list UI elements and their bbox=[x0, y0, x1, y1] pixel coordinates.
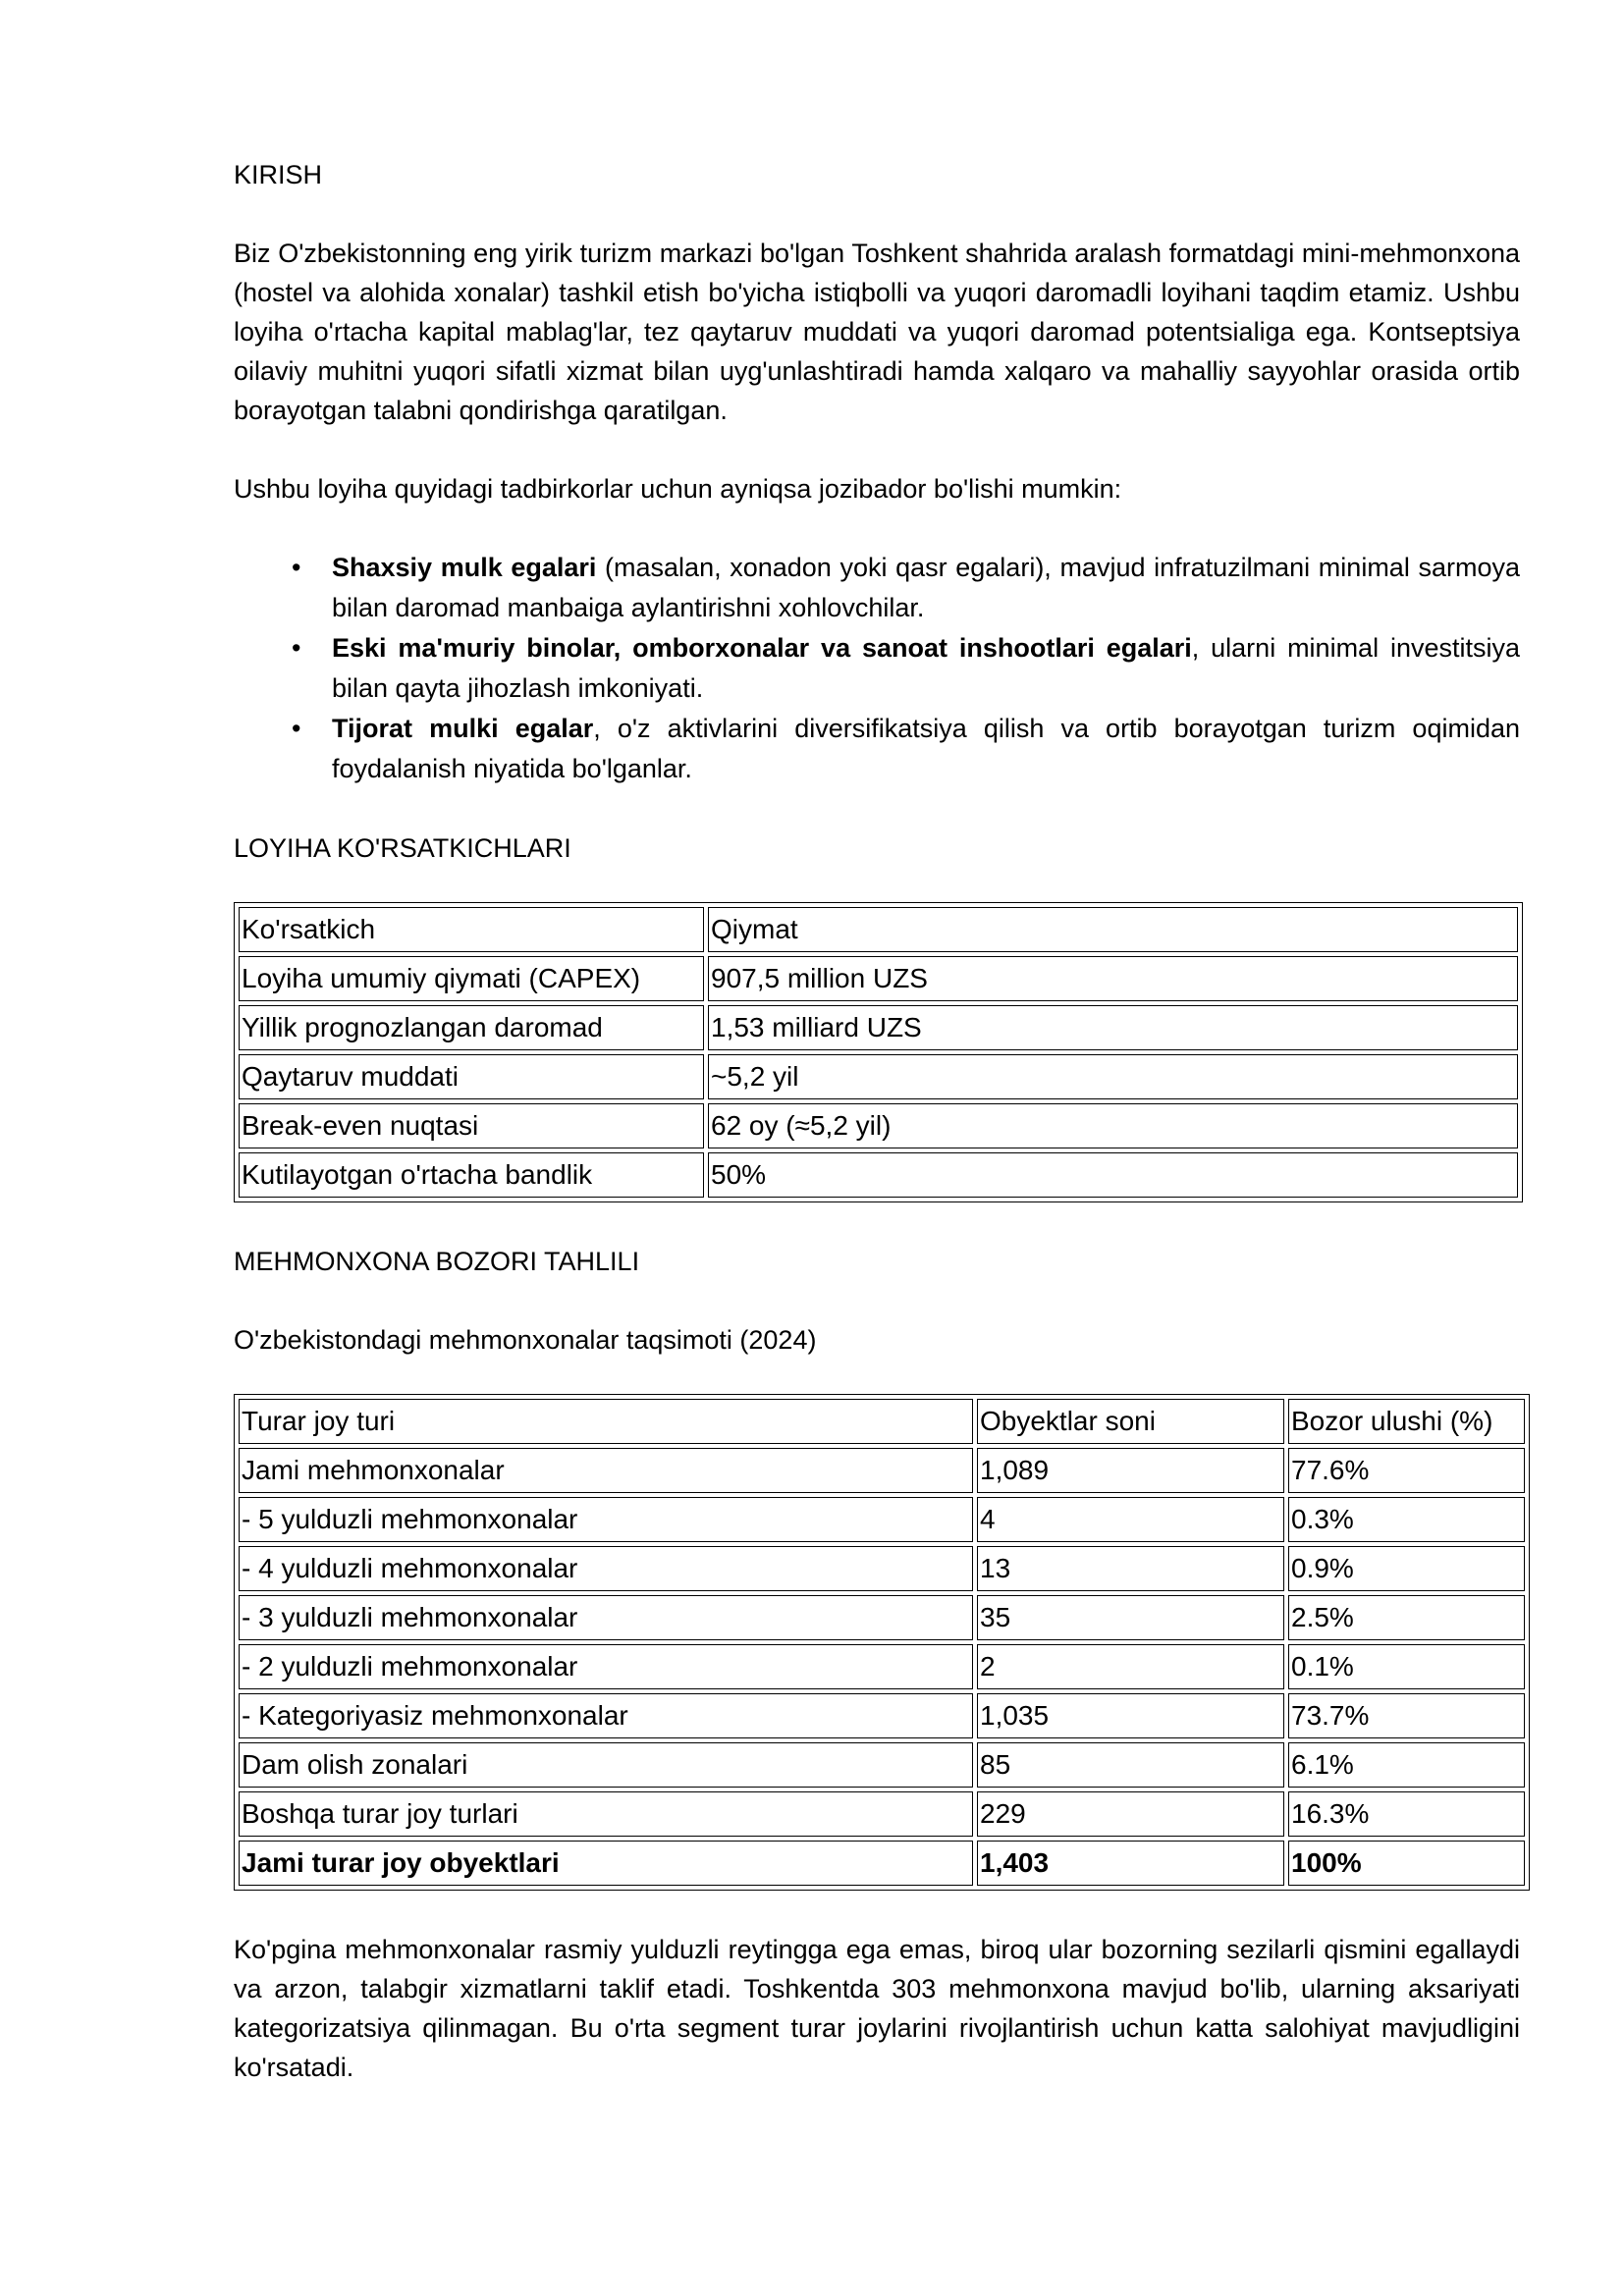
table-cell: 1,035 bbox=[977, 1693, 1284, 1738]
table-cell: 13 bbox=[977, 1546, 1284, 1591]
table-row bbox=[239, 1742, 1525, 1788]
table-cell: Dam olish zonalari bbox=[239, 1742, 973, 1788]
table-cell: 2.5% bbox=[1288, 1595, 1525, 1640]
bullet-icon: • bbox=[292, 553, 301, 582]
table-cell: 229 bbox=[977, 1791, 1284, 1837]
table-cell: - Kategoriyasiz mehmonxonalar bbox=[239, 1693, 973, 1738]
table-cell: 100% bbox=[1288, 1841, 1525, 1886]
table-cell: - 4 yulduzli mehmonxonalar bbox=[239, 1546, 973, 1591]
table-row bbox=[239, 956, 1518, 1001]
bullet-icon: • bbox=[292, 633, 301, 663]
section-heading-intro: KIRISH bbox=[234, 160, 323, 189]
table-total-row bbox=[239, 1841, 1525, 1886]
document-page bbox=[234, 155, 1520, 2087]
column-header: Qiymat bbox=[708, 907, 1518, 952]
table-header-row bbox=[239, 1399, 1525, 1444]
list-item-text: (masalan, xonadon yoki qasr egalari), mavjud infratuzilmani minimal sarmoya bilan daromad manbaiga aylantirishni xohlovchilar. bbox=[332, 553, 1520, 622]
section-heading-market: MEHMONXONA BOZORI TAHLILI bbox=[234, 1247, 640, 1276]
table-cell: 35 bbox=[977, 1595, 1284, 1640]
table-cell: 0.1% bbox=[1288, 1644, 1525, 1689]
table-cell: Jami turar joy obyektlari bbox=[239, 1841, 973, 1886]
table-row bbox=[239, 1152, 1518, 1198]
table-cell: - 2 yulduzli mehmonxonalar bbox=[239, 1644, 973, 1689]
list-item-bold: Tijorat mulki egalar bbox=[332, 714, 594, 743]
table-cell: - 3 yulduzli mehmonxonalar bbox=[239, 1595, 973, 1640]
table-row bbox=[239, 1693, 1525, 1738]
list-item bbox=[234, 548, 1520, 628]
closing-paragraph: Ko'pgina mehmonxonalar rasmiy yulduzli reytingga ega emas, biroq ular bozorning sezilarli qismini egallaydi va arzon, talabgir xizmatlarni taklif etadi. Toshkentda 303 mehmonxona mavjud bo'lib, ularning aksariyati kategorizatsiya qilinmagan. Bu o'rta segment turar joylarini rivojlantirish uchun katta salohiyat mavjudligini ko'rsatadi. bbox=[234, 1935, 1520, 2082]
table-cell: 1,53 milliard UZS bbox=[708, 1005, 1518, 1050]
list-item-text: , o'z aktivlarini diversifikatsiya qilish va ortib borayotgan turizm oqimidan foydalanish niyatida bo'lganlar. bbox=[332, 714, 1520, 783]
bullet-icon: • bbox=[292, 714, 301, 743]
table-row bbox=[239, 1497, 1525, 1542]
table-row bbox=[239, 1054, 1518, 1099]
column-header: Bozor ulushi (%) bbox=[1288, 1399, 1525, 1444]
table-header-row bbox=[239, 907, 1518, 952]
market-table bbox=[234, 1394, 1530, 1891]
table-cell: 1,089 bbox=[977, 1448, 1284, 1493]
list-item bbox=[234, 628, 1520, 709]
table-caption: O'zbekistondagi mehmonxonalar taqsimoti (2024) bbox=[234, 1325, 817, 1355]
table-cell: 85 bbox=[977, 1742, 1284, 1788]
table-cell: Boshqa turar joy turlari bbox=[239, 1791, 973, 1837]
table-row bbox=[239, 1103, 1518, 1148]
intro-lead: Ushbu loyiha quyidagi tadbirkorlar uchun ayniqsa jozibador bo'lishi mumkin: bbox=[234, 474, 1122, 504]
table-row bbox=[239, 1644, 1525, 1689]
table-cell: Break-even nuqtasi bbox=[239, 1103, 704, 1148]
column-header: Obyektlar soni bbox=[977, 1399, 1284, 1444]
table-cell: 73.7% bbox=[1288, 1693, 1525, 1738]
table-cell: 50% bbox=[708, 1152, 1518, 1198]
table-row bbox=[239, 1005, 1518, 1050]
intro-paragraph: Biz O'zbekistonning eng yirik turizm markazi bo'lgan Toshkent shahrida aralash formatdagi mini-mehmonxona (hostel va alohida xonalar) tashkil etish bo'yicha istiqbolli va yuqori daromadli loyihani taqdim etamiz. Ushbu loyiha o'rtacha kapital mablag'lar, tez qaytaruv muddati va yuqori daromad potentsialiga ega. Kontseptsiya oilaviy muhitni yuqori sifatli xizmat bilan uyg'unlashtiradi hamda xalqaro va mahalliy sayyohlar orasida ortib borayotgan talabni qondirishga qaratilgan. bbox=[234, 239, 1520, 425]
table-cell: - 5 yulduzli mehmonxonalar bbox=[239, 1497, 973, 1542]
column-header: Turar joy turi bbox=[239, 1399, 973, 1444]
table-cell: 0.3% bbox=[1288, 1497, 1525, 1542]
table-cell: 62 oy (≈5,2 yil) bbox=[708, 1103, 1518, 1148]
table-cell: 907,5 million UZS bbox=[708, 956, 1518, 1001]
list-item-bold: Shaxsiy mulk egalari bbox=[332, 553, 597, 582]
table-cell: Kutilayotgan o'rtacha bandlik bbox=[239, 1152, 704, 1198]
list-item-text: , ularni minimal investitsiya bilan qayta jihozlash imkoniyati. bbox=[332, 633, 1520, 703]
table-cell: 4 bbox=[977, 1497, 1284, 1542]
table-cell: 2 bbox=[977, 1644, 1284, 1689]
table-cell: ~5,2 yil bbox=[708, 1054, 1518, 1099]
table-cell: Qaytaruv muddati bbox=[239, 1054, 704, 1099]
table-row bbox=[239, 1546, 1525, 1591]
table-row bbox=[239, 1791, 1525, 1837]
bullet-list bbox=[234, 548, 1520, 789]
list-item-bold: Eski ma'muriy binolar, omborxonalar va sanoat inshootlari egalari bbox=[332, 633, 1192, 663]
table-cell: Jami mehmonxonalar bbox=[239, 1448, 973, 1493]
section-heading-indicators: LOYIHA KO'RSATKICHLARI bbox=[234, 833, 571, 863]
table-row bbox=[239, 1448, 1525, 1493]
table-row bbox=[239, 1595, 1525, 1640]
column-header: Ko'rsatkich bbox=[239, 907, 704, 952]
table-cell: 77.6% bbox=[1288, 1448, 1525, 1493]
list-item bbox=[234, 709, 1520, 789]
table-cell: 16.3% bbox=[1288, 1791, 1525, 1837]
table-cell: 6.1% bbox=[1288, 1742, 1525, 1788]
table-cell: 1,403 bbox=[977, 1841, 1284, 1886]
indicators-table bbox=[234, 902, 1523, 1202]
table-cell: Loyiha umumiy qiymati (CAPEX) bbox=[239, 956, 704, 1001]
table-cell: 0.9% bbox=[1288, 1546, 1525, 1591]
table-cell: Yillik prognozlangan daromad bbox=[239, 1005, 704, 1050]
